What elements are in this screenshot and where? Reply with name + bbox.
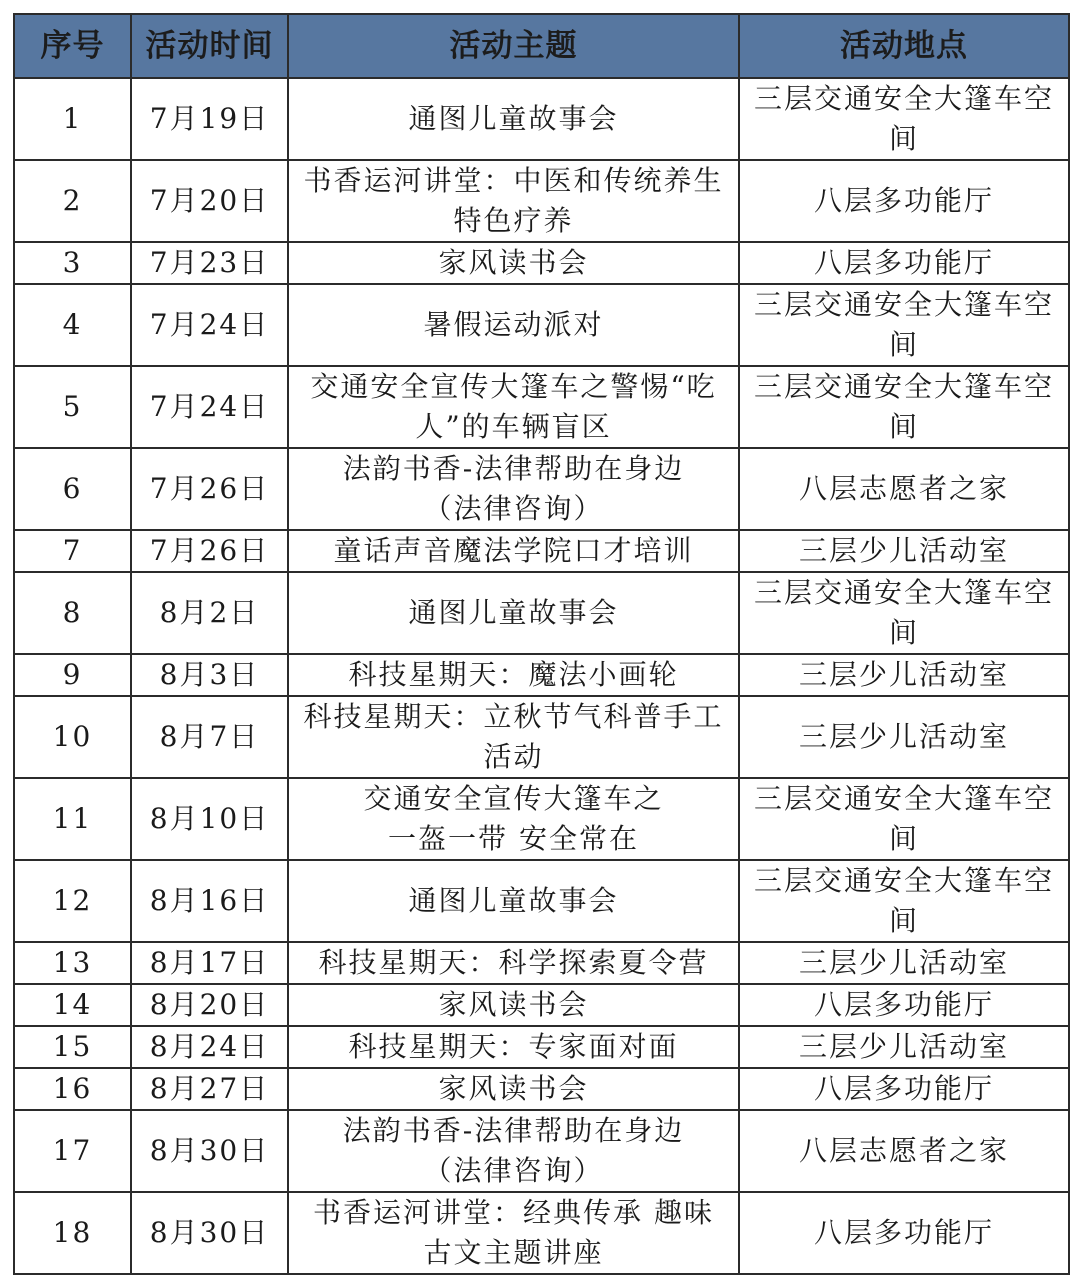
table-row: [14, 860, 1069, 942]
cell-location: [739, 572, 1069, 654]
cell-location-line: 三层交通安全大篷车空: [753, 82, 1054, 115]
cell-topic: [288, 78, 739, 160]
cell-number: 15: [14, 1026, 131, 1068]
cell-number: 8: [14, 572, 131, 654]
cell-location-line: 八层志愿者之家: [798, 1134, 1009, 1167]
header-number: 序号: [14, 14, 131, 78]
cell-topic-line: 科技星期天：专家面对面: [348, 1030, 679, 1063]
cell-topic: [288, 366, 739, 448]
cell-number: 12: [14, 860, 131, 942]
cell-location: [739, 530, 1069, 572]
table-row: [14, 530, 1069, 572]
cell-number: 5: [14, 366, 131, 448]
table-row: [14, 78, 1069, 160]
cell-date: 7月24日: [131, 284, 288, 366]
cell-date: 7月24日: [131, 366, 288, 448]
cell-location: [739, 284, 1069, 366]
cell-date: 7月19日: [131, 78, 288, 160]
cell-number: 9: [14, 654, 131, 696]
cell-topic-line: 书香运河讲堂：经典传承 趣味: [313, 1196, 714, 1229]
cell-topic-line: 书香运河讲堂：中医和传统养生: [303, 164, 724, 197]
activity-schedule-table: [13, 13, 1070, 1275]
cell-topic: [288, 984, 739, 1026]
cell-location-line: 三层少儿活动室: [798, 534, 1009, 567]
cell-topic-line: 一盔一带 安全常在: [388, 822, 639, 855]
table-row: [14, 160, 1069, 242]
table-row: [14, 284, 1069, 366]
cell-location: [739, 654, 1069, 696]
cell-topic: [288, 530, 739, 572]
cell-location-line: 三层少儿活动室: [798, 720, 1009, 753]
cell-topic-line: 活动: [483, 740, 544, 773]
cell-topic-line: 通图儿童故事会: [408, 884, 619, 917]
cell-topic-line: （法律咨询）: [423, 492, 604, 525]
cell-date: 8月27日: [131, 1068, 288, 1110]
cell-number: 16: [14, 1068, 131, 1110]
cell-location: [739, 860, 1069, 942]
cell-location-line: 三层交通安全大篷车空: [753, 370, 1054, 403]
cell-topic-line: 交通安全宣传大篷车之警惕“吃: [310, 370, 717, 403]
cell-date: 8月16日: [131, 860, 288, 942]
cell-topic-line: 家风读书会: [438, 988, 589, 1021]
cell-location-line: 三层交通安全大篷车空: [753, 288, 1054, 321]
cell-topic-line: 科技星期天：科学探索夏令营: [318, 946, 709, 979]
table-row: [14, 1192, 1069, 1274]
cell-number: 18: [14, 1192, 131, 1274]
cell-topic: [288, 160, 739, 242]
header-location: 活动地点: [739, 14, 1069, 78]
cell-date: 7月26日: [131, 530, 288, 572]
cell-location: [739, 1110, 1069, 1192]
cell-topic-line: 家风读书会: [438, 1072, 589, 1105]
cell-topic-line: 童话声音魔法学院口才培训: [333, 534, 694, 567]
table-row: [14, 572, 1069, 654]
cell-number: 14: [14, 984, 131, 1026]
cell-location-line: 三层少儿活动室: [798, 1030, 1009, 1063]
table-row: [14, 778, 1069, 860]
header-date: 活动时间: [131, 14, 288, 78]
cell-location-line: 八层多功能厅: [813, 1216, 994, 1249]
cell-location: [739, 160, 1069, 242]
cell-date: 8月17日: [131, 942, 288, 984]
cell-topic: [288, 1026, 739, 1068]
table-row: [14, 448, 1069, 530]
cell-topic-line: 交通安全宣传大篷车之: [363, 782, 664, 815]
cell-location-line: 八层多功能厅: [813, 246, 994, 279]
cell-location-line: 间: [888, 328, 919, 361]
cell-location-line: 间: [888, 122, 919, 155]
table-row: [14, 366, 1069, 448]
cell-topic-line: 通图儿童故事会: [408, 596, 619, 629]
cell-date: 8月20日: [131, 984, 288, 1026]
cell-location: [739, 242, 1069, 284]
cell-topic: [288, 448, 739, 530]
cell-location: [739, 1026, 1069, 1068]
table-row: [14, 1110, 1069, 1192]
cell-topic: [288, 242, 739, 284]
cell-date: 8月2日: [131, 572, 288, 654]
cell-topic-line: 法韵书香-法律帮助在身边: [342, 1114, 685, 1147]
cell-topic: [288, 1110, 739, 1192]
cell-date: 7月20日: [131, 160, 288, 242]
cell-number: 3: [14, 242, 131, 284]
cell-location-line: 三层交通安全大篷车空: [753, 864, 1054, 897]
cell-topic-line: 法韵书香-法律帮助在身边: [342, 452, 685, 485]
cell-location-line: 三层少儿活动室: [798, 946, 1009, 979]
cell-location-line: 间: [888, 822, 919, 855]
cell-location: [739, 448, 1069, 530]
cell-date: 8月24日: [131, 1026, 288, 1068]
cell-number: 2: [14, 160, 131, 242]
cell-date: 7月23日: [131, 242, 288, 284]
cell-topic: [288, 860, 739, 942]
cell-location-line: 八层多功能厅: [813, 1072, 994, 1105]
cell-location-line: 三层少儿活动室: [798, 658, 1009, 691]
cell-location-line: 八层多功能厅: [813, 988, 994, 1021]
cell-location: [739, 696, 1069, 778]
cell-topic-line: 人”的车辆盲区: [415, 410, 612, 443]
cell-location: [739, 778, 1069, 860]
cell-location: [739, 366, 1069, 448]
cell-location-line: 三层交通安全大篷车空: [753, 782, 1054, 815]
cell-number: 17: [14, 1110, 131, 1192]
cell-location: [739, 984, 1069, 1026]
cell-location-line: 间: [888, 616, 919, 649]
cell-topic: [288, 1192, 739, 1274]
cell-number: 10: [14, 696, 131, 778]
table-row: [14, 654, 1069, 696]
cell-location: [739, 942, 1069, 984]
cell-date: 8月7日: [131, 696, 288, 778]
cell-location: [739, 1192, 1069, 1274]
cell-topic-line: 古文主题讲座: [423, 1236, 604, 1269]
cell-number: 1: [14, 78, 131, 160]
cell-topic: [288, 1068, 739, 1110]
cell-topic: [288, 572, 739, 654]
cell-number: 4: [14, 284, 131, 366]
cell-location-line: 间: [888, 410, 919, 443]
cell-date: 8月30日: [131, 1110, 288, 1192]
cell-date: 8月10日: [131, 778, 288, 860]
cell-number: 13: [14, 942, 131, 984]
cell-topic-line: 家风读书会: [438, 246, 589, 279]
cell-date: 8月30日: [131, 1192, 288, 1274]
cell-date: 7月26日: [131, 448, 288, 530]
cell-location: [739, 1068, 1069, 1110]
cell-topic: [288, 696, 739, 778]
cell-topic-line: 科技星期天：魔法小画轮: [348, 658, 679, 691]
cell-topic-line: 特色疗养: [453, 204, 574, 237]
cell-location-line: 八层多功能厅: [813, 184, 994, 217]
cell-topic-line: 通图儿童故事会: [408, 102, 619, 135]
cell-number: 6: [14, 448, 131, 530]
table-row: [14, 242, 1069, 284]
cell-topic: [288, 942, 739, 984]
table-row: [14, 696, 1069, 778]
table-header-row: [14, 14, 1069, 78]
table-row: [14, 984, 1069, 1026]
table-row: [14, 942, 1069, 984]
cell-number: 11: [14, 778, 131, 860]
cell-topic: [288, 778, 739, 860]
cell-location-line: 间: [888, 904, 919, 937]
cell-location-line: 三层交通安全大篷车空: [753, 576, 1054, 609]
cell-topic: [288, 284, 739, 366]
cell-topic-line: （法律咨询）: [423, 1154, 604, 1187]
cell-topic-line: 暑假运动派对: [423, 308, 604, 341]
cell-location: [739, 78, 1069, 160]
cell-number: 7: [14, 530, 131, 572]
cell-topic-line: 科技星期天：立秋节气科普手工: [303, 700, 724, 733]
cell-location-line: 八层志愿者之家: [798, 472, 1009, 505]
header-topic: 活动主题: [288, 14, 739, 78]
cell-date: 8月3日: [131, 654, 288, 696]
table-row: [14, 1026, 1069, 1068]
table-row: [14, 1068, 1069, 1110]
cell-topic: [288, 654, 739, 696]
